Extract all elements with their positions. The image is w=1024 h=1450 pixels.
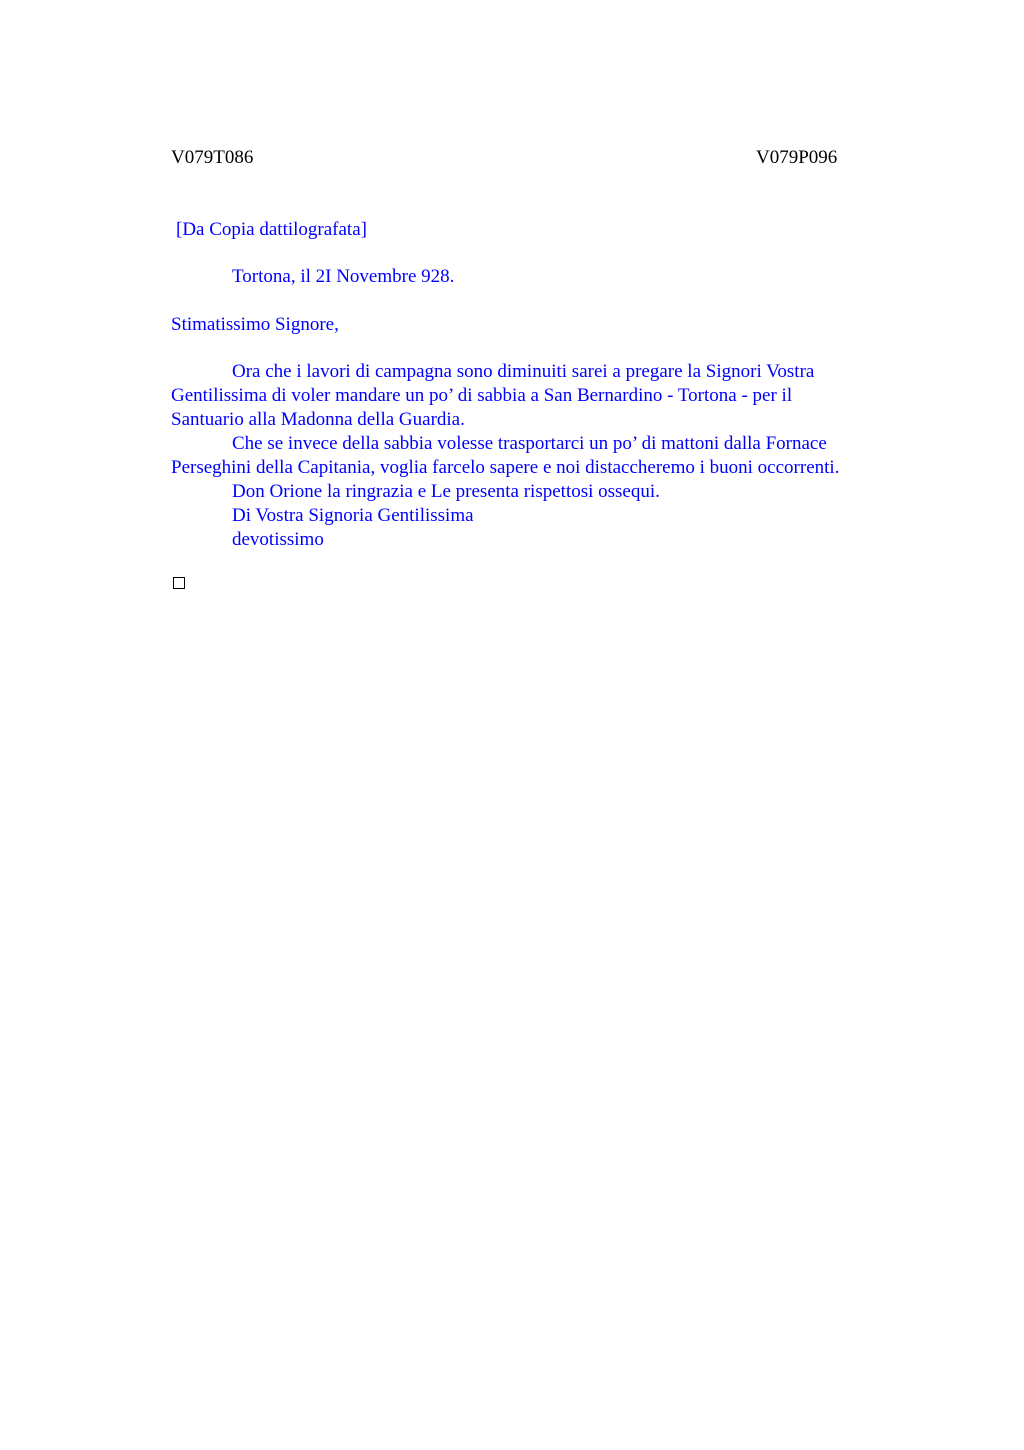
- date-line: Tortona, il 2I Novembre 928.: [232, 266, 455, 287]
- source-note: [Da Copia dattilografata]: [176, 219, 367, 240]
- salutation: Stimatissimo Signore,: [171, 314, 339, 335]
- letter-body: [171, 360, 911, 552]
- closing-line-2: Di Vostra Signoria Gentilissima: [232, 505, 474, 526]
- document-code-left: V079T086: [171, 147, 254, 168]
- closing-line-1: Don Orione la ringrazia e Le presenta rispettosi ossequi.: [232, 481, 660, 502]
- closing-line-3: devotissimo: [232, 529, 324, 550]
- paragraph-1-line-2: Gentilissima di voler mandare un po’ di sabbia a San Bernardino - Tortona - per il: [171, 385, 793, 406]
- end-marker-box-icon: [173, 577, 185, 589]
- paragraph-2-line-1: Che se invece della sabbia volesse trasportarci un po’ di mattoni dalla Fornace: [232, 433, 827, 454]
- paragraph-1-line-3: Santuario alla Madonna della Guardia.: [171, 409, 465, 430]
- document-code-right: V079P096: [756, 147, 838, 168]
- paragraph-1-line-1: Ora che i lavori di campagna sono diminuiti sarei a pregare la Signori Vostra: [232, 361, 815, 382]
- paragraph-2-line-2: Perseghini della Capitania, voglia farcelo sapere e noi distaccheremo i buoni occorrenti.: [171, 457, 840, 478]
